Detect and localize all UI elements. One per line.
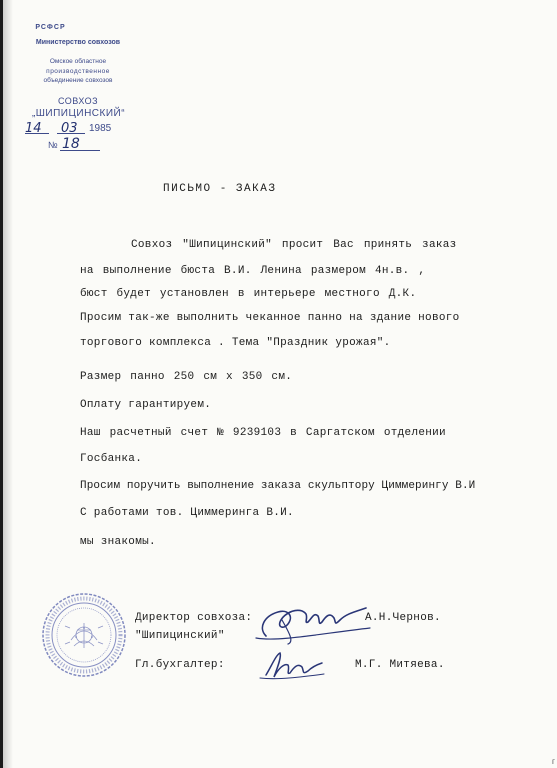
body-line: С работами тов. Циммеринга В.И.: [80, 507, 294, 519]
director-name: А.Н.Чернов.: [365, 612, 441, 624]
body-line: Госбанка.: [80, 453, 143, 465]
body-line: Совхоз "Шипицинский" просит Вас принять заказ: [131, 239, 457, 251]
body-line: Просим поручить выполнение заказа скульптору Циммерингу В.И: [80, 480, 476, 492]
accountant-name: М.Г. Митяева.: [355, 659, 445, 671]
body-line: бюст будет установлен в интерьере местного Д.К.: [80, 288, 417, 300]
body-line: Оплату гарантируем.: [80, 399, 212, 411]
letterhead-sovkhoz-name: „ШИПИЦИНСКИЙ“: [31, 108, 126, 119]
body-line: торгового комплекса . Тема "Праздник урожая".: [80, 337, 391, 349]
director-org: "Шипицинский": [135, 630, 225, 642]
letterhead-production: производственное: [46, 68, 110, 75]
letterhead-ministry: Министерство совхозов: [35, 39, 121, 46]
date-day: 14: [25, 121, 42, 136]
date-year: 1985: [89, 123, 112, 134]
letterhead-sovkhoz: СОВХОЗ: [57, 96, 99, 106]
round-seal-icon: [41, 592, 127, 678]
letterhead-association: объединение совхозов: [43, 77, 113, 84]
director-signature-icon: [248, 598, 378, 646]
page-edge-mark: г: [552, 757, 555, 766]
page-edge-shadow: [3, 0, 13, 768]
letter-title: ПИСЬМО - ЗАКАЗ: [163, 183, 277, 195]
body-line: Просим так-же выполнить чеканное панно на здание нового: [80, 312, 460, 324]
accountant-label: Гл.бухгалтер:: [135, 659, 225, 671]
body-line: Размер панно 250 см х 350 см.: [80, 371, 293, 383]
number-label: №: [48, 140, 58, 150]
letterhead-rsfsr: РСФСР: [35, 24, 66, 31]
body-line: Наш расчетный счет № 9239103 в Саргатском отделении: [80, 427, 446, 439]
letter-number: [48, 136, 80, 152]
date-month: 03: [61, 121, 78, 136]
accountant-signature-icon: [258, 647, 328, 681]
director-label: Директор совхоза:: [135, 612, 253, 624]
body-line: на выполнение бюста В.И. Ленина размером 4н.в. ,: [80, 265, 426, 277]
body-line: мы знакомы.: [80, 536, 156, 548]
letterhead-region: Омское областное: [49, 58, 107, 65]
number-value: 18: [62, 136, 80, 152]
